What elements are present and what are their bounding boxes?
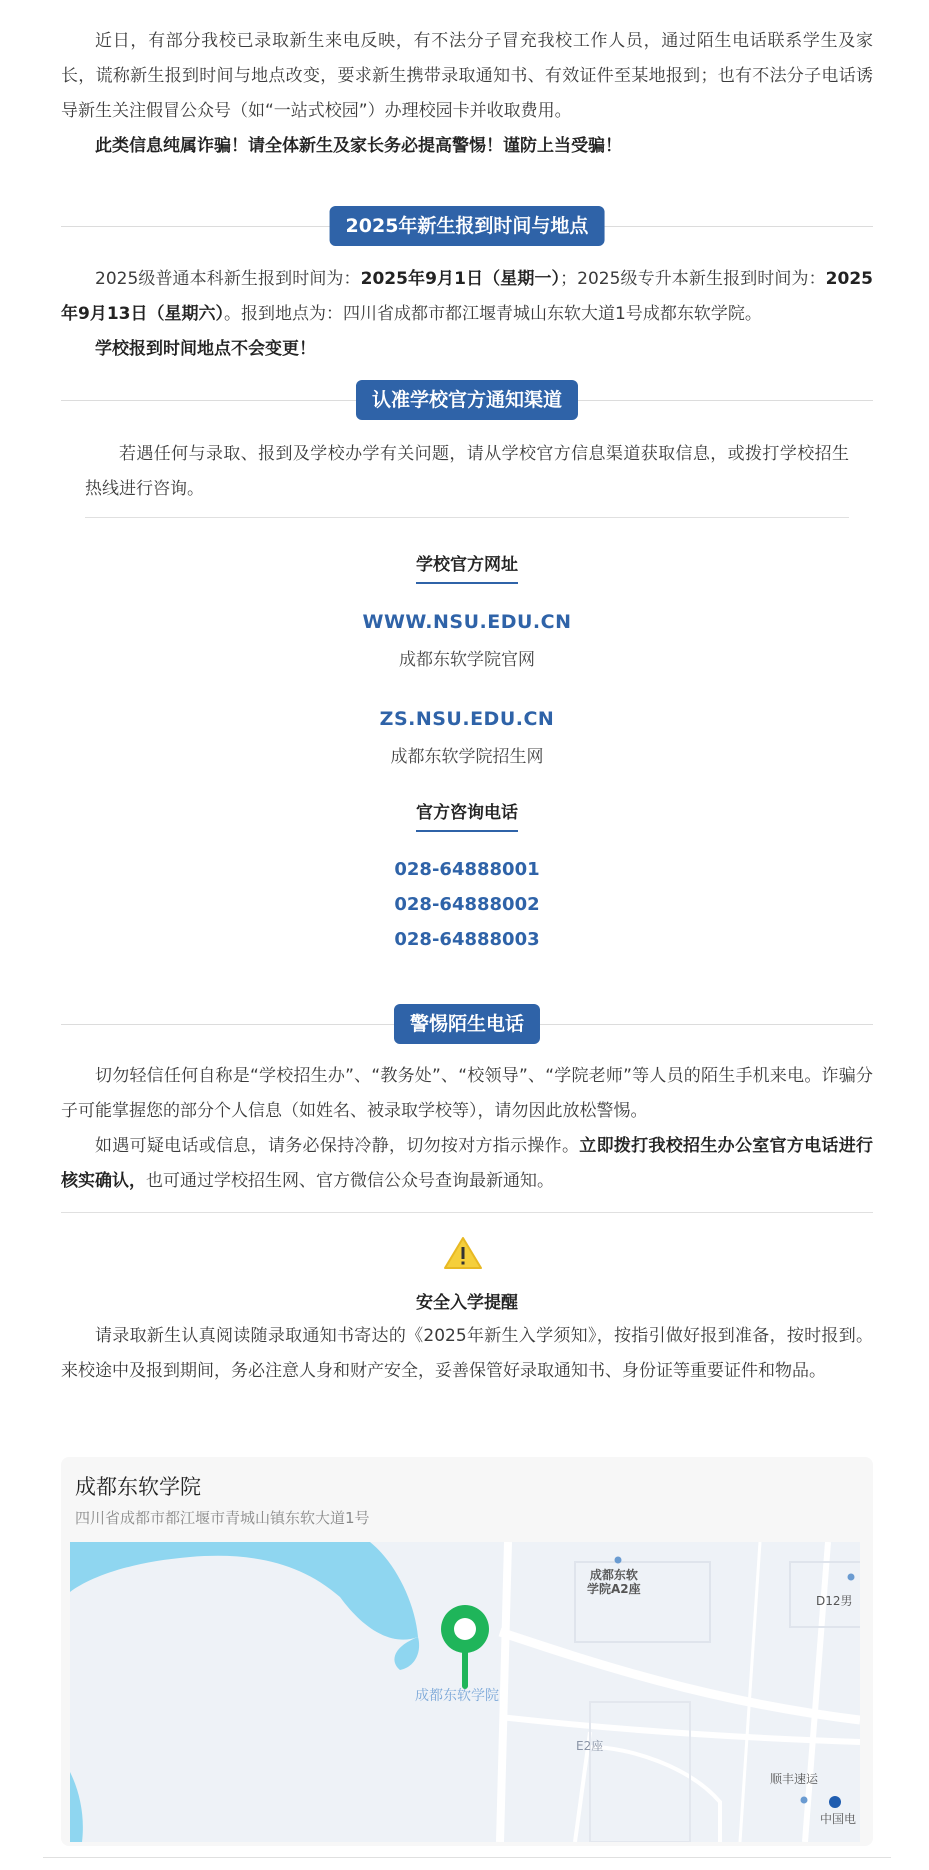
map-place-name: 成都东软学院 bbox=[75, 1475, 201, 1499]
registration-section bbox=[61, 262, 873, 367]
map-address: 四川省成都市都江堰市青城山镇东软大道1号 bbox=[75, 1509, 370, 1527]
map-label-d12: D12男 bbox=[816, 1594, 853, 1608]
channels-section bbox=[85, 437, 849, 507]
verify-instruction: 立即拨打我校招生办公室官方电话进行核实确认， bbox=[61, 1136, 874, 1191]
phone-link[interactable]: 028-64888002 bbox=[394, 894, 540, 915]
phone-link[interactable]: 028-64888003 bbox=[394, 929, 540, 950]
intro-warning: 此类信息纯属诈骗！请全体新生及家长务必提高警惕！谨防上当受骗！ bbox=[95, 136, 622, 156]
map-view[interactable] bbox=[70, 1542, 860, 1842]
undergrad-date: 2025年9月1日（星期一） bbox=[360, 269, 561, 289]
divider bbox=[43, 1857, 891, 1858]
section-header-beware bbox=[61, 1004, 873, 1044]
intro-paragraph: 近日，有部分我校已录取新生来电反映，有不法分子冒充我校工作人员，通过陌生电话联系学生及家长，谎称新生报到时间与地点改变，要求新生携带录取通知书、有效证件至某地报到；也有不法分子电话诱导新生关注假冒公众号（如“一站式校园”）办理校园卡并收取费用。 bbox=[61, 31, 873, 121]
section-title: 认准学校官方通知渠道 bbox=[356, 380, 578, 420]
map-label-a2: 成都东软 学院A2座 bbox=[587, 1568, 641, 1596]
registration-note: 学校报到时间地点不会变更！ bbox=[95, 339, 316, 359]
channels-paragraph: 若遇任何与录取、报到及学校办学有关问题，请从学校官方信息渠道获取信息，或拨打学校招生热线进行咨询。 bbox=[85, 444, 849, 499]
text: 如遇可疑电话或信息，请务必保持冷静，切勿按对方指示操作。 bbox=[95, 1136, 580, 1156]
website-link-admission[interactable]: ZS.NSU.EDU.CN bbox=[379, 708, 555, 730]
map-label-cm: 中国电 bbox=[820, 1812, 857, 1826]
website-desc-main: 成都东软学院官网 bbox=[399, 650, 535, 670]
text: 。报到地点为：四川省成都市都江堰青城山东软大道1号成都东软学院。 bbox=[224, 304, 762, 324]
website-link-main[interactable]: WWW.NSU.EDU.CN bbox=[362, 611, 572, 633]
website-desc-admission: 成都东软学院招生网 bbox=[390, 747, 544, 767]
beware-section bbox=[61, 1059, 873, 1199]
section-header-channels bbox=[61, 380, 873, 420]
map-label-e2: E2座 bbox=[576, 1739, 604, 1753]
map-pin-icon[interactable] bbox=[438, 1602, 492, 1696]
intro-section bbox=[61, 24, 873, 164]
section-header-registration bbox=[61, 206, 873, 246]
text: ；2025级专升本新生报到时间为： bbox=[560, 269, 826, 289]
map-label-campus: 成都东软学院 bbox=[415, 1688, 499, 1704]
map-label-sf: 顺丰速运 bbox=[770, 1772, 819, 1786]
section-title: 警惕陌生电话 bbox=[394, 1004, 540, 1044]
phone-link[interactable]: 028-64888001 bbox=[394, 859, 540, 880]
phone-heading-label: 官方咨询电话 bbox=[416, 798, 518, 832]
text: 也可通过学校招生网、官方微信公众号查询最新通知。 bbox=[146, 1171, 554, 1191]
registration-paragraph bbox=[61, 262, 873, 332]
safety-heading: 安全入学提醒 bbox=[416, 1293, 518, 1313]
phone-heading bbox=[61, 798, 873, 832]
divider bbox=[61, 1212, 873, 1213]
safety-paragraph: 请录取新生认真阅读随录取通知书寄达的《2025年新生入学须知》，按指引做好报到准备，按时报到。来校途中及报到期间，务必注意人身和财产安全，妥善保管好录取通知书、身份证等重要证件和物品。 bbox=[61, 1326, 873, 1381]
upgrade-date: 2025年9月13日（星期六） bbox=[61, 269, 873, 324]
section-title: 2025年新生报到时间与地点 bbox=[330, 206, 605, 246]
warning-icon bbox=[443, 1236, 483, 1274]
website-heading bbox=[61, 550, 873, 584]
website-heading-label: 学校官方网址 bbox=[416, 550, 518, 584]
text: 2025级普通本科新生报到时间为： bbox=[95, 269, 361, 289]
beware-paragraph-1: 切勿轻信任何自称是“学校招生办”、“教务处”、“校领导”、“学院老师”等人员的陌生手机来电。诈骗分子可能掌握您的部分个人信息（如姓名、被录取学校等），请勿因此放松警惕。 bbox=[61, 1066, 873, 1121]
divider bbox=[85, 517, 849, 518]
beware-paragraph-2 bbox=[61, 1129, 873, 1199]
safety-section bbox=[61, 1319, 873, 1389]
map-card[interactable] bbox=[61, 1457, 873, 1846]
